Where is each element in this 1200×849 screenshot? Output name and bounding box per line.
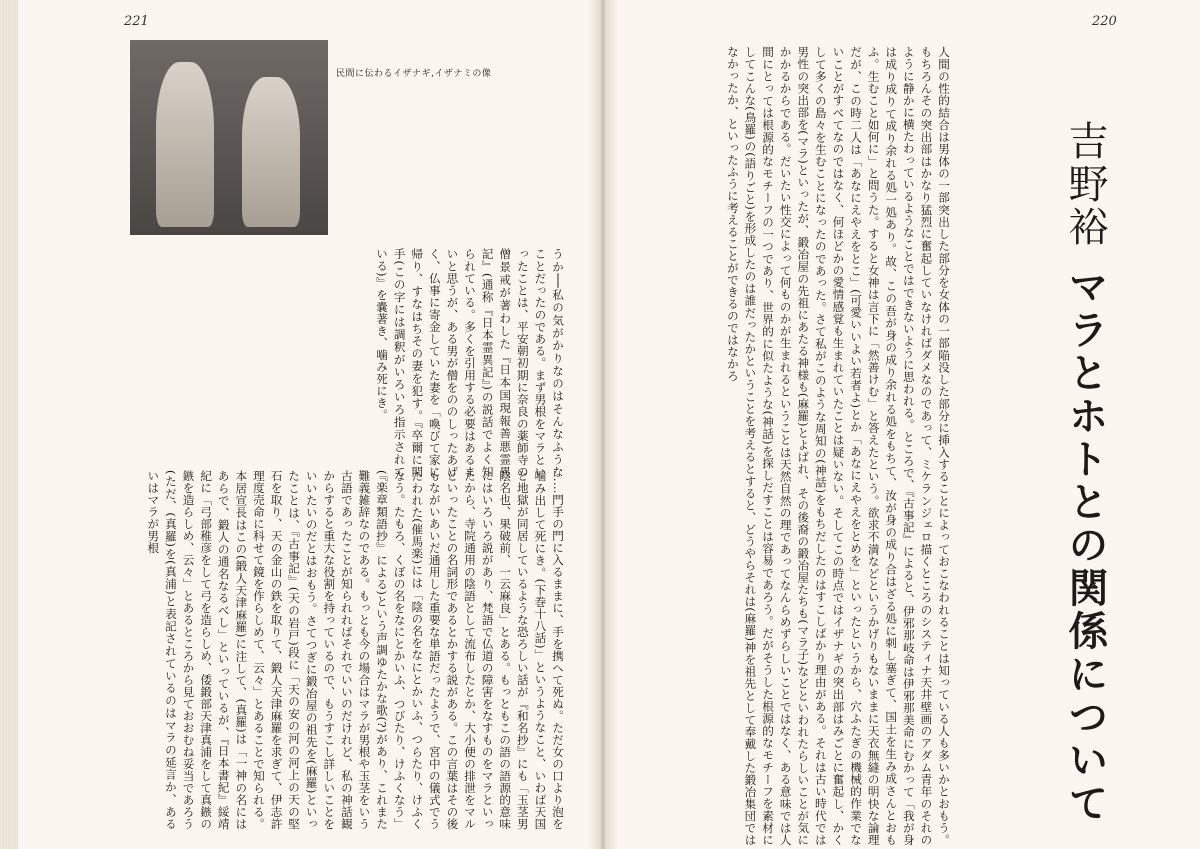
book-gutter	[588, 0, 618, 849]
statue-photo	[130, 40, 328, 235]
izanagi-statue-figure	[156, 62, 214, 227]
left-body-column-top: うか──私の気がかりなのはそんなふうなことだったのである。まず男根をマラといったことは、平安朝初期に奈良の薬師寺の僧景戒が著わした『日本国現報善悪霊異記』(通称『日本霊異記』)の説話でよく知られている。多くを引用する必要はあるまいと思うが、ある男が僧をののしったあげく、仏事に寄金していた妻を「喚びて家に帰り、すなはちその妻を犯す。『卒爾に閇手(この字には調釈がいろいろ指示されている)』を嚢著き、噛み死にき。	[375, 248, 565, 478]
photo-caption: 民間に伝わるイザナギ,イザナミの像	[336, 69, 492, 79]
page-number-left: 221	[124, 14, 149, 29]
right-body-text: 人間の性的結合は男体の一部突出した部分を女体の一部陥没した部分に挿入することによっておこなわれることは知っている人も多いかとおもう。もちろんその突出部はかなり猛烈に奮起していなければダメなのであって、ミケランジェロ描くところのシスティナ天井壁画のアダム青年のそれのように静かに横たわっているようなことではできないように思われる。ところで、『古事記』によると、伊邪那岐命は伊邪那美命にむかって「我が身は成り成りて成り余れる処一処あり。故、この吾が身の成り余れる処をもちて、汝が身の成り合はざる処に刺し塞ぎて、国土を生み成さんとおもふ。生むこと如何に」と問うた。すると女神は言下に「然善けむ」と答えたという。欲求不満などというかげりもないままに天衣無縫の明快な論理だが、この時二人は「あなにえやえをとこ」(可愛いいよい若者よ)とか「あなにえやえをとめを」といったというから、穴ふたぎの機械的作業でないことがすべてなのではなく、何ほどかの愛情感覚も生まれていたことは疑いない。そしてこの時点ではイザナギの突出部はみごとに奮起し、かくして多くの島々を生むことになったのであった。さて私がこのような周知の(神話)をもちだしたのはすこしばかり理由がある。それは古い時代では男性の突出部を(マラ)といったが、鍛冶屋の先祖にあたる神様も(麻羅)とよばれ、その後裔の鍛冶屋たちも(マラ子)などといわれたらしいことが気にかかるからである。だいたい性交によって何ものかが生まれるということは天然自然の理であってなんらめずらしいことではなく、ある意味では人間にとっては根源的なモチーフの一つであり、世界的に似たような(神話)を探しだすことは容易であろう。だがそうした根源的なモチーフを素材にしてこんな(鳥羅)の(語りごと)を形成したのは誰だったかということを考えるとすると、どうやらそれは(麻羅)神を祖先として奉戴した鍛冶集団ではなかったか、といったふうに考えることができるのではなかろ	[725, 46, 951, 846]
page-number-right: 220	[1092, 14, 1117, 29]
author-name: 吉野裕	[1062, 120, 1108, 249]
page-edge	[0, 0, 18, 849]
izanami-statue-figure	[242, 77, 300, 227]
article-title-block	[1062, 120, 1108, 825]
left-body-column-bottom: ……門手の門に入るままに、手を携へて死ぬ。ただ女の口より泡を噛み出して死にき。(下巻十八話)」というようなこと、いわば天国と地獄が同居しているような恐ろしい話が『和名抄』にも「玉茎男陰名也、果破前、一云麻良」とある。もっともこの語の語源的意味にはいろいろ説があり、梵語で仏道の障害をなすものをマラといったから、寺院通用の陰語として流布したとか、大小便の排泄をマルといったことの名詞形であるとかする説がある。この言葉はその後もながいあいだ通用した重要な単語だったようで、宮中の儀式でうたわれた(催馬楽)には「陰の名をなにとかいふ、つらたり、けふくなう。たもろ、くぼの名をなにとかいふ、つびたり、けふくなう」(『楽章類語抄』による)という声調ゆたかな歌(?)があり、これまた難義雑辞なのである。もっとも今の場合はマラが男根や玉茎をいう古語であったことが知られればそれでいいのだけれど、私の神話観からすると重大な役割を持っているので、もうすこし詳しいことをいいたいのだとはおもう。さてつぎに鍛冶屋の祖先を(麻羅)といったことは、『古事記』(天の岩戸)段に「天の安の河の河上の天の堅石を取り、天の金山の鉄を取りて、鍛人天津麻羅を求ぎて、伊志許理度売命に科せて鏡を作らしめて、云々」とあることで知られる。本居宣長はこの(鍛人天津麻羅)に注して、(真羅)は「一神の名にはあらで、鍛人の通名なるべし」といっているが、『日本書紀』綏靖紀に「弓部稚彦をして弓を造らしめ、倭鍛部天津真浦をして真鏃の鏃を造らしめ、云々」とあるところから見ておおむね妥当であろう(ただ、(真羅)を(真浦)と表記されているのはマラの延言か、あるいはマラが男根	[146, 470, 565, 830]
article-title: マラとホトとの関係について	[1062, 265, 1108, 825]
